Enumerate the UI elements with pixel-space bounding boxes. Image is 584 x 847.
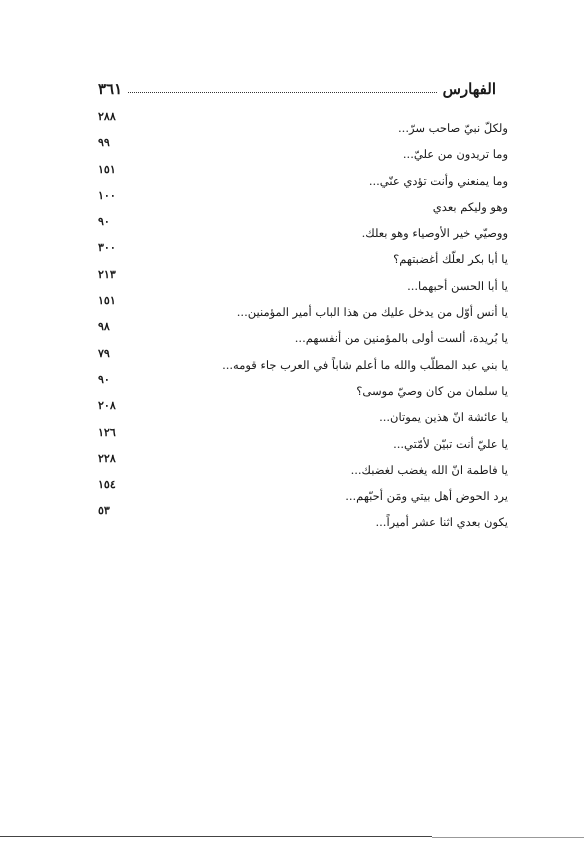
index-entry-page: ٧٩ bbox=[98, 346, 110, 360]
index-entry-text: يا عائشة انّ هذين يموتان... bbox=[379, 410, 508, 425]
index-entry-page: ٢١٣ bbox=[98, 267, 116, 281]
index-entry-text: يا سلمان من كان وصيّ موسى؟ bbox=[356, 383, 508, 398]
index-entry-page: ٢٠٨ bbox=[98, 399, 116, 413]
index-entry-text: وما يمنعني وأنت تؤدي عنّي... bbox=[368, 173, 508, 188]
index-entry bbox=[98, 452, 508, 478]
header-dot-leader bbox=[128, 92, 436, 93]
index-entry-page: ٩٨ bbox=[98, 320, 110, 334]
index-entry-text: يا أبا بكر لعلّك أغضبتهم؟ bbox=[393, 252, 508, 267]
index-entry-page: ٢٨٨ bbox=[98, 110, 116, 123]
index-entry-text: يا بني عبد المطلّب والله ما أعلم شاباً في العرب جاء قومه... bbox=[222, 357, 508, 372]
index-entry bbox=[98, 504, 508, 530]
index-entry-page: ٢٢٨ bbox=[98, 451, 116, 465]
index-entry bbox=[98, 189, 508, 215]
index-entry bbox=[98, 163, 508, 189]
index-entry-page: ٣٠٠ bbox=[98, 241, 116, 255]
index-entry-text: يا فاطمة انّ الله يغضب لغضبك... bbox=[350, 462, 508, 477]
index-entry-page: ٩٩ bbox=[98, 136, 110, 150]
index-entry-page: ١٢٦ bbox=[98, 425, 116, 439]
index-entry bbox=[98, 426, 508, 452]
index-entry bbox=[98, 268, 508, 294]
index-entry-text: ووصيّي خير الأوصياء وهو بعلك. bbox=[361, 226, 508, 241]
index-entry bbox=[98, 215, 508, 241]
running-header bbox=[98, 72, 496, 98]
index-entry bbox=[98, 110, 508, 136]
index-entry-text: يا أنس أوّل من يدخل عليك من هذا الباب أمير المؤمنين... bbox=[236, 305, 508, 320]
index-entry-page: ٥٣ bbox=[98, 504, 110, 518]
index-entry bbox=[98, 241, 508, 267]
index-entry bbox=[98, 294, 508, 320]
index-entry-text: ولكلّ نبيّ صاحب سرّ... bbox=[398, 121, 508, 135]
index-entry bbox=[98, 373, 508, 399]
header-title: الفهارس bbox=[442, 80, 496, 98]
index-entry bbox=[98, 136, 508, 162]
index-entry-text: يا عليّ أنت تبيّن لأمّتي... bbox=[393, 436, 508, 451]
index-entry-text: يرد الحوض أهل بيتي ومَن أحبّهم... bbox=[345, 489, 508, 504]
index-entry bbox=[98, 399, 508, 425]
index-entry-page: ٩٠ bbox=[98, 215, 110, 229]
index-entry-text: يكون بعدي اثنا عشر أميراً... bbox=[375, 515, 508, 530]
index-entry bbox=[98, 478, 508, 504]
index-entry-text: يا أبا الحسن أحبهما... bbox=[407, 278, 508, 293]
index-list bbox=[98, 110, 508, 531]
index-entry-page: ٩٠ bbox=[98, 372, 110, 386]
index-entry-page: ١٥٤ bbox=[98, 478, 116, 492]
index-entry-text: وما تريدون من عليّ... bbox=[402, 147, 508, 162]
page-number: ٣٦١ bbox=[98, 80, 123, 98]
index-entry bbox=[98, 347, 508, 373]
index-entry-text: وهو وليكم بعدي bbox=[432, 199, 508, 214]
bottom-rule bbox=[0, 836, 432, 837]
index-entry bbox=[98, 320, 508, 346]
index-entry-text: يا بُريدة، ألست أولى بالمؤمنين من أنفسهم... bbox=[294, 331, 508, 346]
index-entry-page: ١٠٠ bbox=[98, 188, 116, 202]
bottom-rule-faint bbox=[432, 837, 584, 838]
index-entry-page: ١٥١ bbox=[98, 294, 116, 308]
index-entry-page: ١٥١ bbox=[98, 162, 116, 176]
